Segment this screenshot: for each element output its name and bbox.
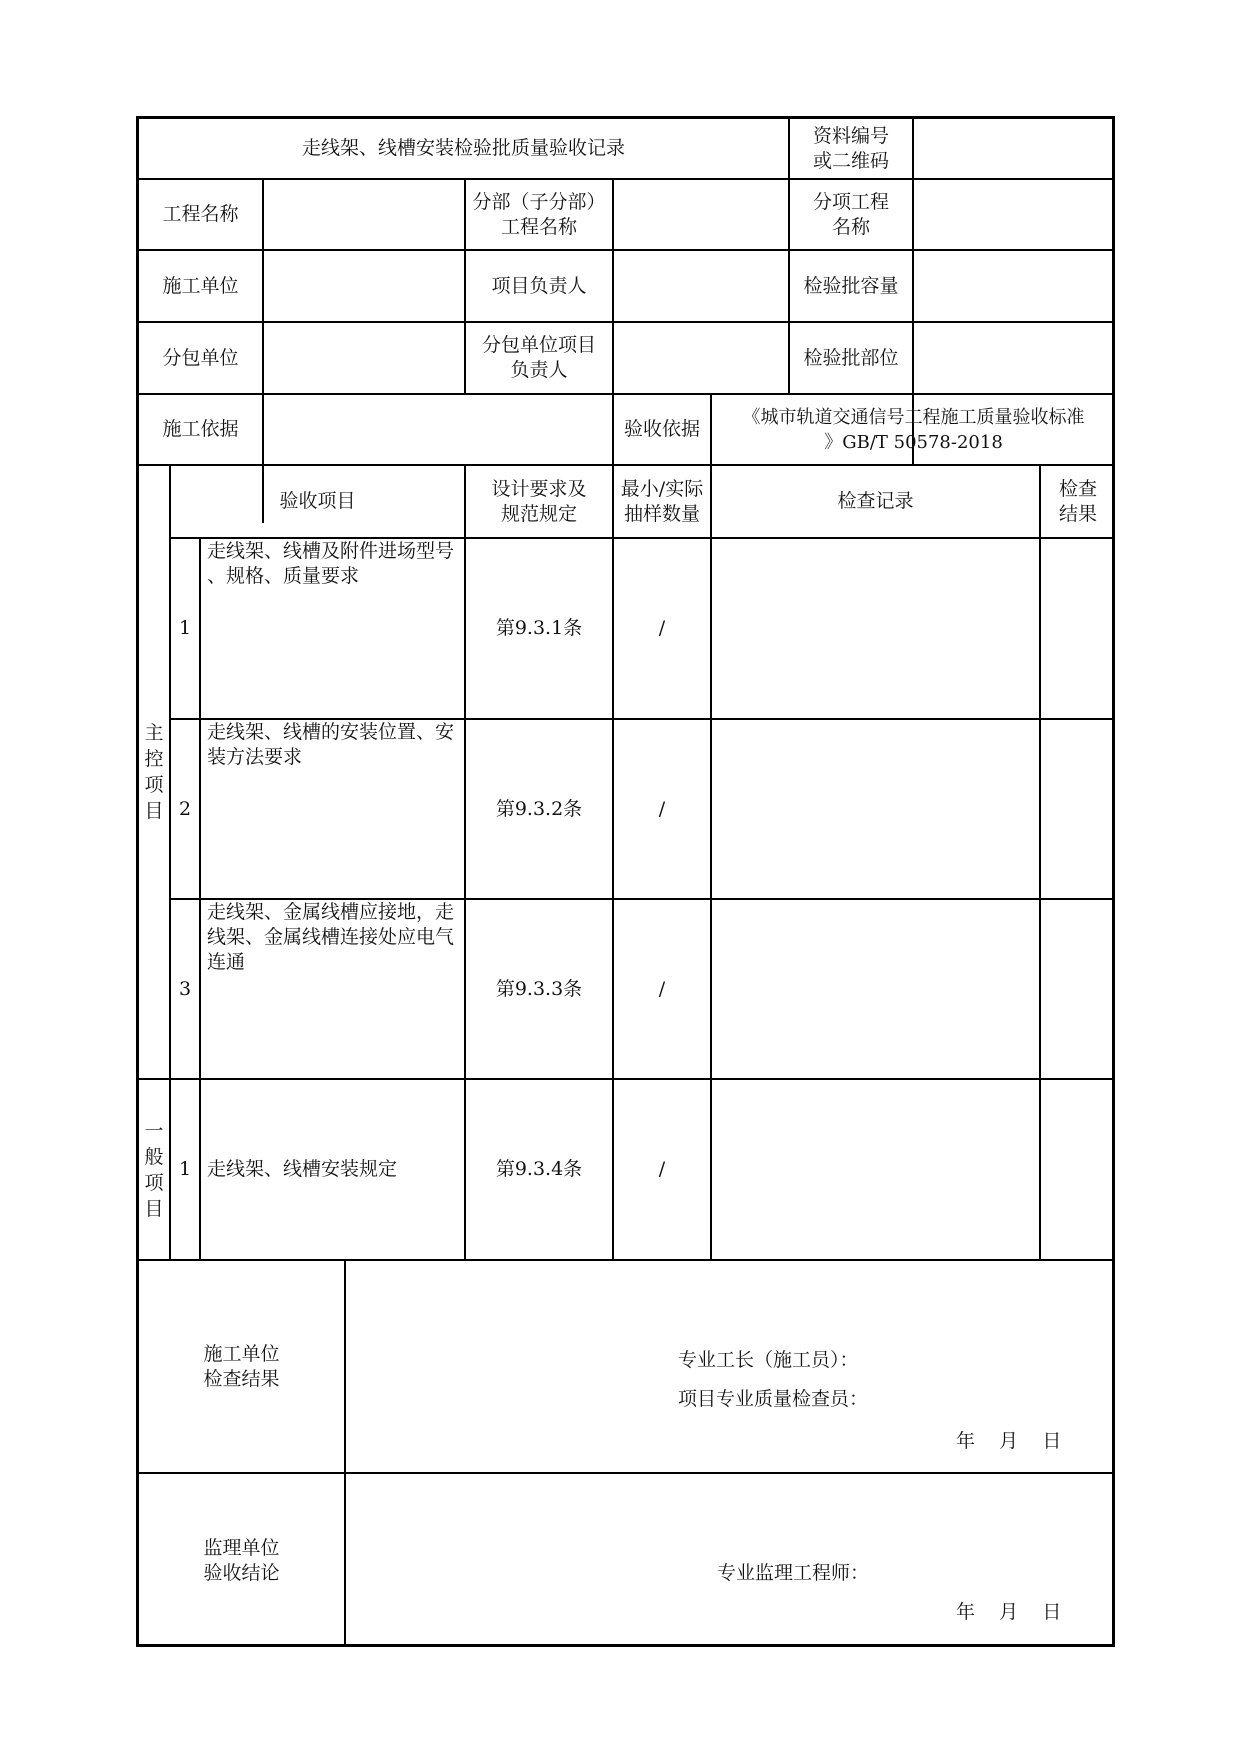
main-control-label-text: 主控项目 xyxy=(144,722,164,822)
batch-location-field[interactable] xyxy=(914,323,1115,393)
project-name-field[interactable] xyxy=(264,180,464,249)
col-header-result-line1: 检查 xyxy=(1058,477,1097,500)
doc-number-label-line2: 或二维码 xyxy=(812,149,889,172)
item-description-line: 走线架、线槽及附件进场型号 xyxy=(207,540,455,562)
item-description-line: 走线架、金属线槽应接地，走 xyxy=(207,901,455,923)
col-header-item: 验收项目 xyxy=(279,490,356,512)
clause-reference: 第9.3.2条 xyxy=(495,797,583,820)
foreman-signature-label: 专业工长（施工员）： xyxy=(678,1349,859,1371)
main-control-label xyxy=(139,466,169,1078)
project-leader-label: 项目负责人 xyxy=(491,274,587,297)
form-title: 走线架、线槽安装检验批质量验收记录 xyxy=(301,137,625,159)
supervision-conclusion-area[interactable] xyxy=(346,1474,1115,1647)
acceptance-basis-label: 验收依据 xyxy=(623,418,700,440)
quality-inspector-signature-label: 项目专业质量检查员： xyxy=(678,1388,869,1410)
construction-check-label-line1: 施工单位 xyxy=(203,1342,280,1365)
sub-item-field[interactable] xyxy=(914,180,1115,249)
sub-division-label xyxy=(466,180,612,249)
col-header-result xyxy=(1041,466,1115,537)
construction-check-label xyxy=(139,1261,344,1472)
item-description-line: 、规格、质量要求 xyxy=(207,565,360,587)
sub-leader-label xyxy=(466,323,612,393)
sample-count: / xyxy=(658,797,666,820)
doc-number-label xyxy=(790,119,912,178)
col-header-sample-line1: 最小/实际 xyxy=(620,477,704,500)
check-record-field[interactable] xyxy=(712,539,1039,718)
item-description xyxy=(201,900,464,1078)
supervision-label xyxy=(139,1474,344,1647)
sub-item-label-line1: 分项工程 xyxy=(812,190,889,213)
sub-leader-label-line2: 负责人 xyxy=(510,359,568,381)
item-description xyxy=(201,539,464,718)
doc-number-field[interactable] xyxy=(914,119,1115,178)
check-result-field[interactable] xyxy=(1041,900,1115,1078)
acceptance-standard-line1: 《城市轨道交通信号工程施工质量验收标准 xyxy=(742,406,1085,428)
col-header-sample-line2: 抽样数量 xyxy=(623,502,700,525)
item-description-line: 装方法要求 xyxy=(207,746,303,768)
acceptance-standard xyxy=(712,395,1115,464)
sample-count: / xyxy=(658,977,666,1000)
sub-item-label xyxy=(790,180,912,249)
clause-reference: 第9.3.1条 xyxy=(495,617,583,639)
col-header-result-line2: 结果 xyxy=(1058,502,1097,525)
construction-check-date: 年 月 日 xyxy=(956,1430,1062,1452)
row-number: 1 xyxy=(178,617,192,639)
subcontractor-label: 分包单位 xyxy=(162,346,239,369)
sub-item-label-line2: 名称 xyxy=(831,215,870,238)
item-description-line: 走线架、线槽的安装位置、安 xyxy=(207,721,455,743)
check-result-field[interactable] xyxy=(1041,1080,1115,1259)
sub-leader-field[interactable] xyxy=(614,323,788,393)
supervision-label-line2: 验收结论 xyxy=(203,1561,280,1584)
col-header-design-line1: 设计要求及 xyxy=(491,477,587,500)
general-items-label-text: 一般项目 xyxy=(144,1119,164,1220)
construction-unit-label: 施工单位 xyxy=(162,274,239,297)
batch-capacity-field[interactable] xyxy=(914,251,1115,321)
sample-count: / xyxy=(658,1158,666,1180)
item-description: 走线架、线槽安装规定 xyxy=(207,1158,398,1180)
col-header-design-line2: 规范规定 xyxy=(500,502,577,525)
sample-count: / xyxy=(658,617,666,639)
doc-number-label-line1: 资料编号 xyxy=(812,124,889,147)
supervisor-signature-label: 专业监理工程师： xyxy=(717,1562,870,1584)
check-record-field[interactable] xyxy=(712,720,1039,898)
row-number: 1 xyxy=(178,1158,192,1180)
acceptance-standard-line2: 》GB/T 50578-2018 xyxy=(824,431,1003,453)
project-leader-field[interactable] xyxy=(614,251,788,321)
acceptance-record-form xyxy=(136,116,1115,1647)
batch-location-label: 检验批部位 xyxy=(803,346,899,369)
row-number: 3 xyxy=(178,977,192,1000)
general-items-label xyxy=(139,1080,169,1259)
col-header-record: 检查记录 xyxy=(837,490,914,512)
supervision-date: 年 月 日 xyxy=(956,1601,1062,1623)
check-result-field[interactable] xyxy=(1041,539,1115,718)
project-name-label: 工程名称 xyxy=(162,203,239,225)
construction-unit-field[interactable] xyxy=(264,251,464,321)
item-description-line: 连通 xyxy=(207,951,246,973)
sub-division-field[interactable] xyxy=(614,180,788,249)
col-header-sample xyxy=(614,466,710,537)
check-result-field[interactable] xyxy=(1041,720,1115,898)
col-header-design xyxy=(466,466,612,537)
sub-division-label-line2: 工程名称 xyxy=(500,215,577,238)
subcontractor-field[interactable] xyxy=(264,323,464,393)
item-description-line: 线架、金属线槽连接处应电气 xyxy=(207,926,455,948)
construction-basis-label: 施工依据 xyxy=(162,418,239,440)
sub-division-label-line1: 分部（子分部） xyxy=(472,190,606,213)
batch-capacity-label: 检验批容量 xyxy=(803,274,899,297)
clause-reference: 第9.3.4条 xyxy=(495,1158,583,1180)
supervision-label-line1: 监理单位 xyxy=(203,1536,280,1559)
check-record-field[interactable] xyxy=(712,1080,1039,1259)
row-number: 2 xyxy=(178,797,192,820)
clause-reference: 第9.3.3条 xyxy=(495,977,583,1000)
construction-check-area[interactable] xyxy=(346,1261,1115,1472)
construction-check-label-line2: 检查结果 xyxy=(203,1367,280,1390)
construction-basis-field[interactable] xyxy=(264,395,612,464)
sub-leader-label-line1: 分包单位项目 xyxy=(481,334,596,356)
item-description xyxy=(201,720,464,898)
check-record-field[interactable] xyxy=(712,900,1039,1078)
